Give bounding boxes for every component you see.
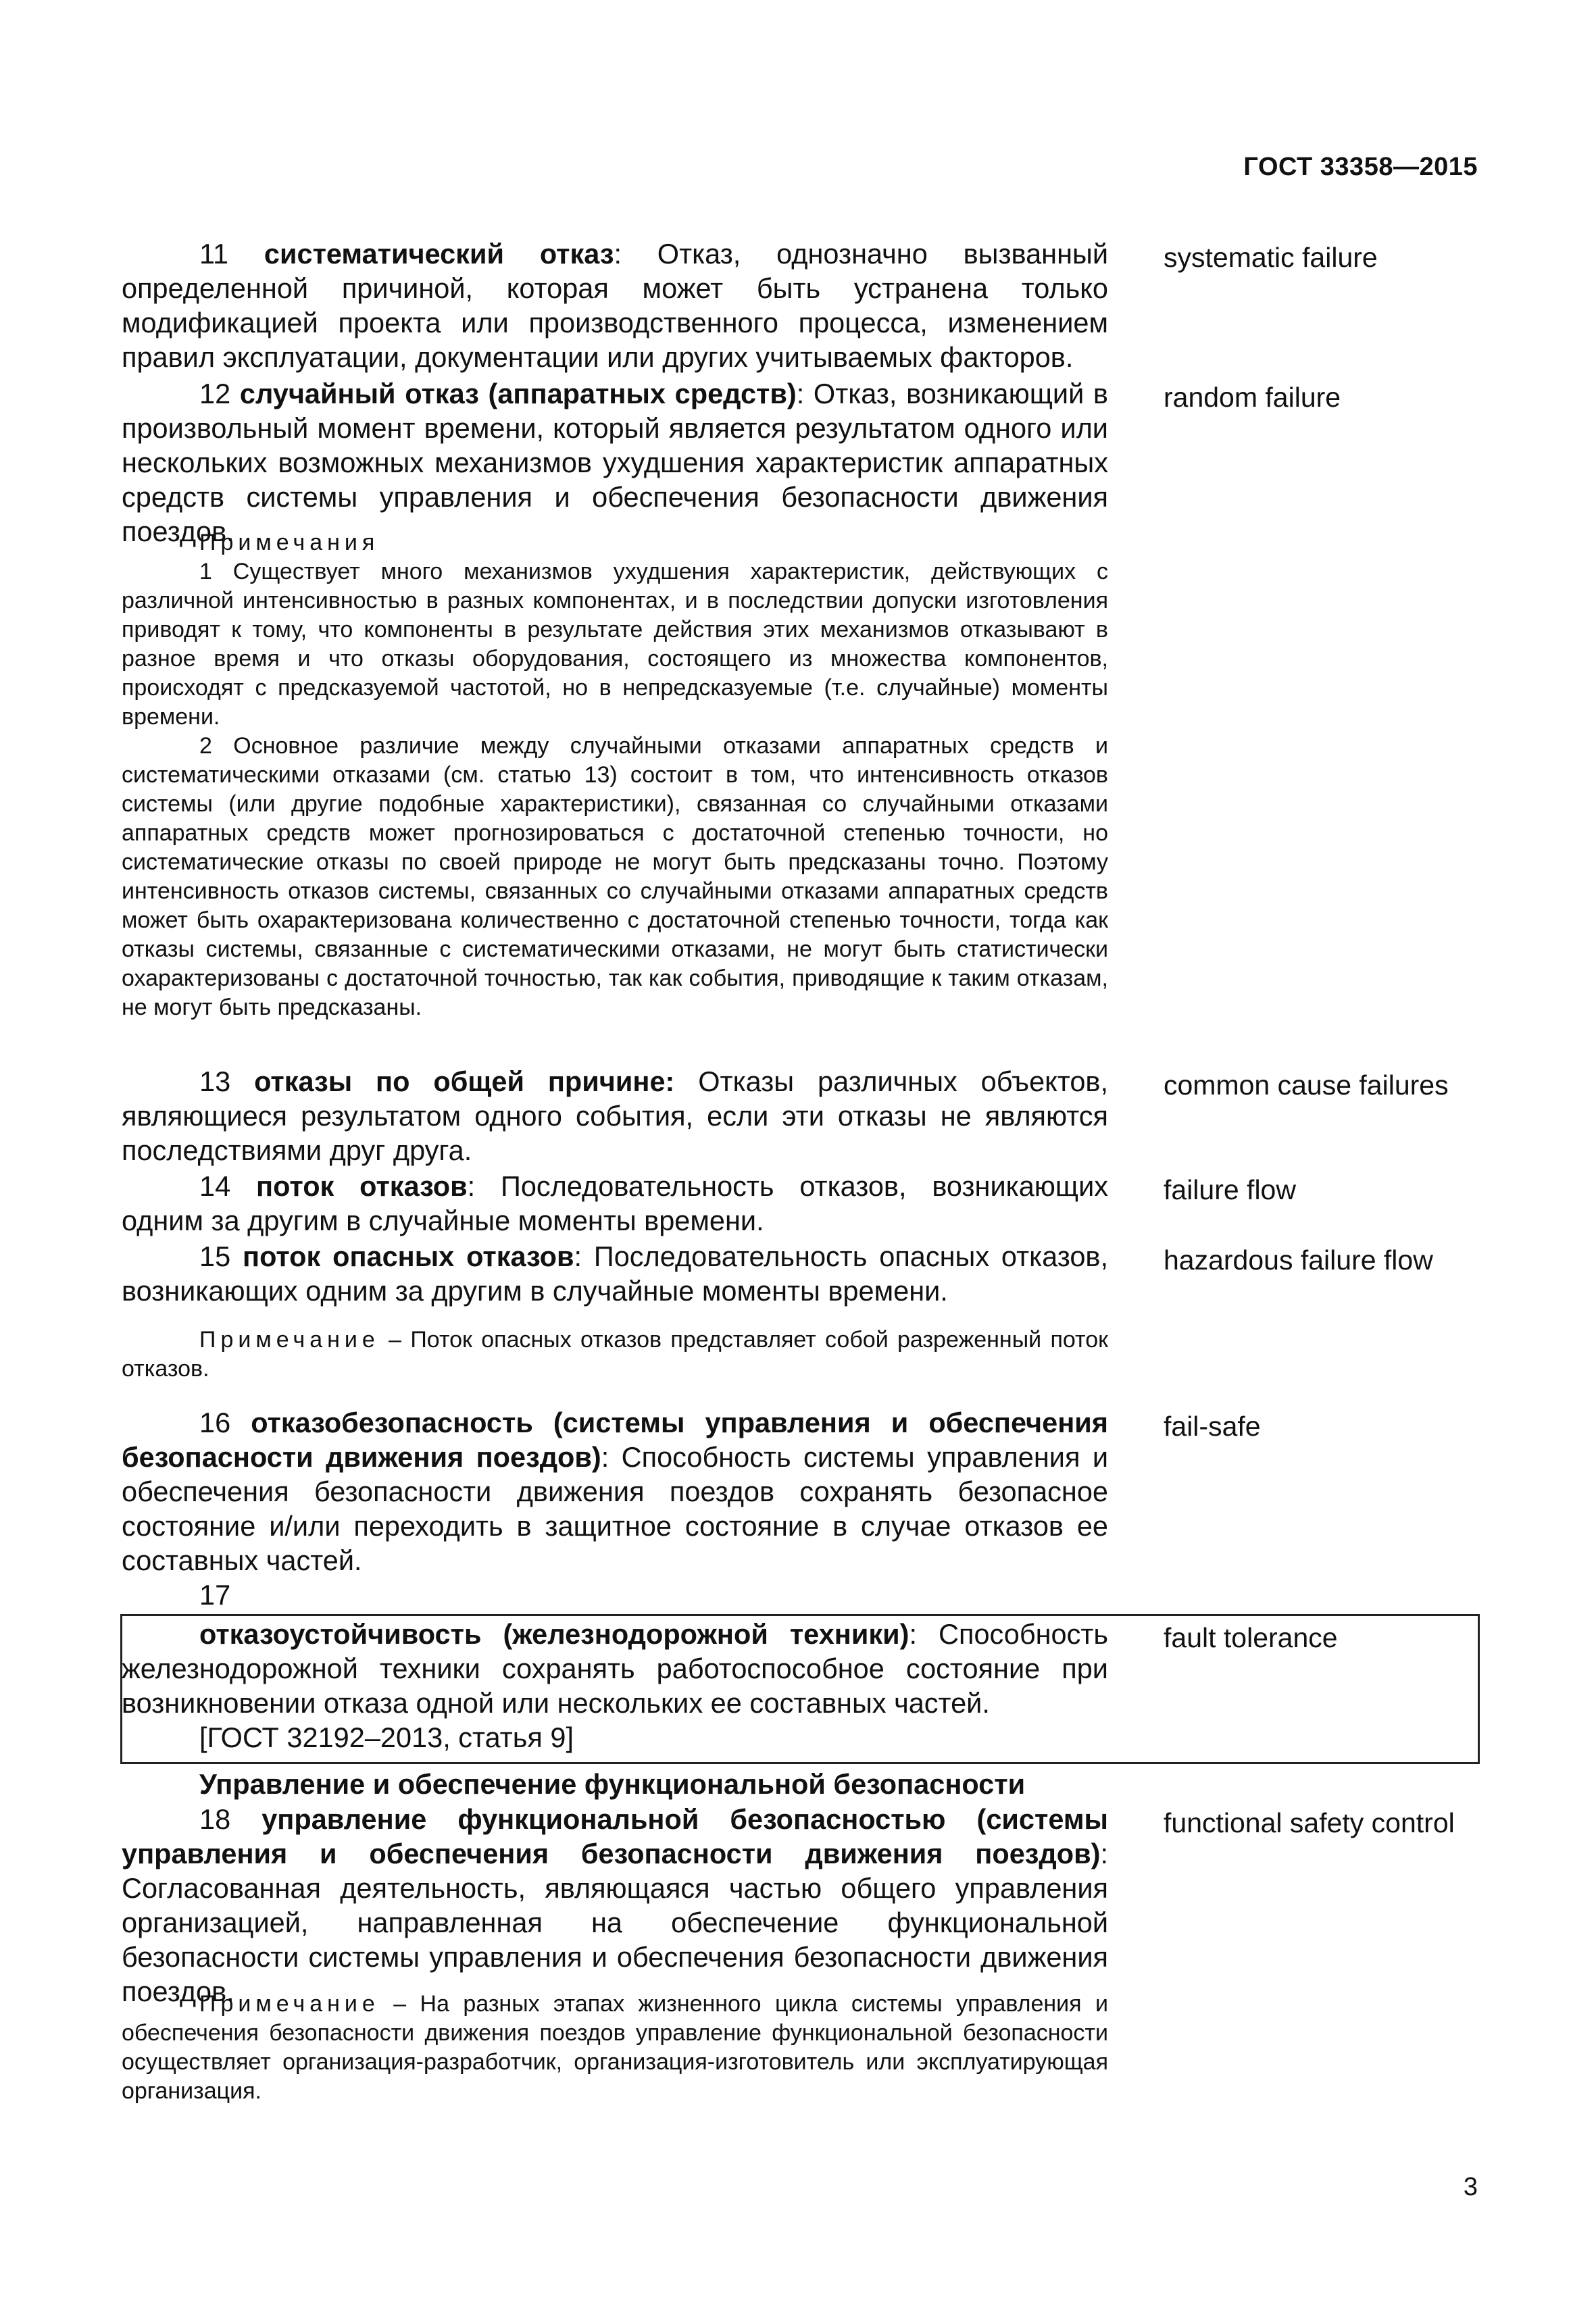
definition: : Отказ, однозначно вызванный определенной причиной, которая может быть устранена только модификацией проекта или производственного процесса, изменением правил эксплуатации, документации или других учитываемых факторов.: [122, 238, 1108, 373]
definition: Отказы различных объектов, являющиеся результатом одного события, если эти отказы не являются последствиями друг друга.: [122, 1065, 1108, 1166]
definition: : Последовательность опасных отказов, возникающих одним за другим в случайные моменты времени.: [122, 1240, 1109, 1307]
note-18: [122, 1990, 1108, 2106]
section-heading: Управление и обеспечение функциональной безопасности: [199, 1768, 1026, 1800]
entry-13: [122, 1064, 1108, 1167]
entry-number: 18: [199, 1803, 231, 1835]
term: управление функциональной безопасностью (системы управления и обеспечения безопасности движения поездов): [122, 1803, 1108, 1869]
reference: [ГОСТ 32192–2013, статья 9]: [199, 1721, 574, 1753]
english-term-12: random failure: [1164, 382, 1341, 413]
english-term-14: failure flow: [1164, 1174, 1296, 1205]
entry-15: [122, 1239, 1108, 1308]
entry-number: 14: [199, 1170, 231, 1202]
english-term-13: common cause failures: [1164, 1070, 1449, 1101]
definition: : Последовательность отказов, возникающих одним за другим в случайные моменты времени.: [122, 1170, 1109, 1236]
term: систематический отказ: [264, 238, 614, 270]
entry-12: [122, 376, 1108, 549]
note-text: – На разных этапах жизненного цикла системы управления и обеспечения безопасности движения поездов управление функциональной безопасности осуществляет организация-разработчик, организация-изготовитель или эксплуатирующая организация.: [122, 1991, 1108, 2104]
entry-14: [122, 1169, 1108, 1238]
entry-number: 16: [199, 1407, 231, 1438]
note-label: Примечание: [199, 1991, 380, 2017]
notes-12: [122, 528, 1108, 1022]
note-1: 1 Существует много механизмов ухудшения характеристик, действующих с различной интенсивностью в разных компонентах, и в последствии допуски изготовления приводят к тому, что компоненты в результате действия этих механизмов отказывают в разное время и что отказы оборудования, состоящего из множества компонентов, происходят с предсказуемой частотой, но в непредсказуемые (т.е. случайные) моменты времени.: [122, 559, 1108, 730]
term: отказобезопасность (системы управления и обеспечения безопасности движения поездов): [122, 1407, 1108, 1473]
note-label: Примечание: [199, 1327, 380, 1353]
entry-number: 12: [199, 378, 231, 409]
definition: : Способность системы управления и обеспечения безопасности движения поездов сохранять безопасное состояние и/или переходить в защитное состояние в случае отказов ее составных частей.: [122, 1441, 1108, 1576]
note-text: – Поток опасных отказов представляет собой разреженный поток отказов.: [122, 1327, 1108, 1382]
term: поток опасных отказов: [243, 1240, 574, 1272]
term: отказоустойчивость (железнодорожной техники): [199, 1618, 909, 1650]
english-term-18: functional safety control: [1164, 1807, 1455, 1838]
note-15: [122, 1326, 1108, 1384]
english-term-17: fault tolerance: [1164, 1622, 1338, 1653]
entry-number: 11: [199, 238, 229, 270]
term: отказы по общей причине:: [254, 1065, 675, 1097]
term: поток отказов: [256, 1170, 468, 1202]
term: случайный отказ (аппаратных средств): [239, 378, 797, 409]
entry-11: [122, 236, 1108, 374]
entry-number: 15: [199, 1240, 231, 1272]
page-number: 3: [1463, 2173, 1478, 2201]
entry-16: [122, 1405, 1108, 1578]
note-2: 2 Основное различие между случайными отказами аппаратных средств и систематическими отказами (см. статью 13) состоит в том, что интенсивность отказов системы (или другие подобные характеристики), связанная со случайными отказами аппаратных средств может прогнозироваться с достаточной степенью точности, но систематические отказы по своей природе не могут быть предсказаны точно. Поэтому интенсивность отказов системы, связанных со случайными отказами аппаратных средств может быть охарактеризована количественно с достаточной степенью точности, тогда как отказы системы, связанные с систематическими отказами, не могут быть статистически охарактеризованы с достаточной точностью, так как события, приводящие к таким отказам, не могут быть предсказаны.: [122, 733, 1108, 1020]
definition: : Способность железнодорожной техники сохранять работоспособное состояние при возникновении отказа одной или нескольких ее составных частей.: [122, 1618, 1108, 1719]
entry-17-number: 17: [199, 1579, 231, 1611]
definition: : Отказ, возникающий в произвольный момент времени, который является результатом одного или нескольких возможных механизмов ухудшения характеристик аппаратных средств системы управления и обеспечения безопасности движения поездов.: [122, 378, 1108, 547]
english-term-16: fail-safe: [1164, 1411, 1261, 1442]
section-heading-wrap: [122, 1767, 1108, 1801]
definition: : Согласованная деятельность, являющаяся частью общего управления организацией, направленная на обеспечение функциональной безопасности системы управления и обеспечения безопасности движения поездов.: [122, 1838, 1108, 2007]
english-term-15: hazardous failure flow: [1164, 1244, 1433, 1276]
entry-18: [122, 1802, 1108, 2009]
english-term-11: systematic failure: [1164, 242, 1378, 273]
entry-17: [122, 1617, 1108, 1755]
entry-number: 13: [199, 1065, 231, 1097]
notes-title: Примечания: [199, 530, 380, 555]
document-number: ГОСТ 33358—2015: [1243, 153, 1478, 181]
